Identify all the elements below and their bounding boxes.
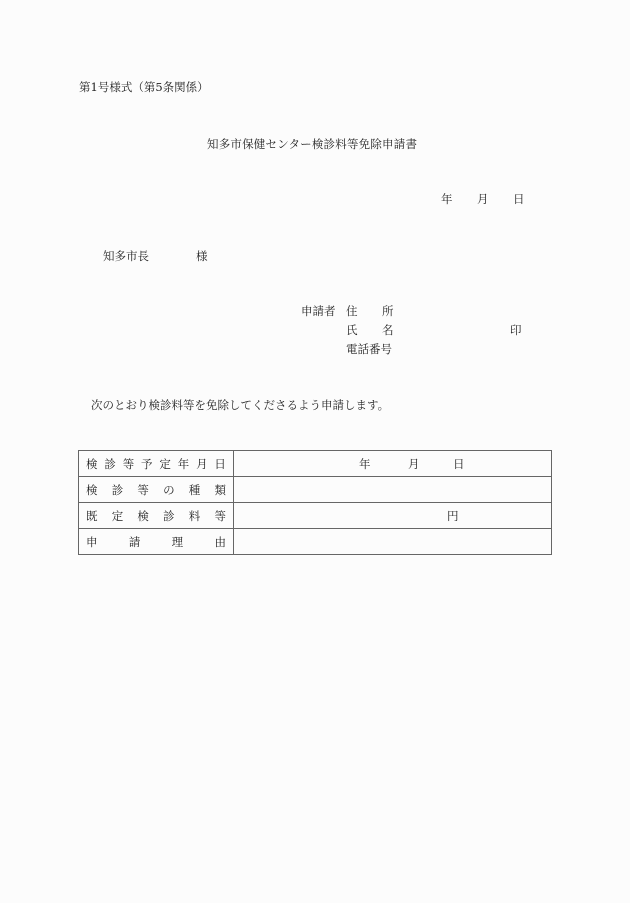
label-exam-type <box>79 477 234 503</box>
label-char: 申 <box>86 534 98 549</box>
applicant-phone-label: 電話番号 <box>346 342 392 356</box>
label-char: 検 <box>137 508 149 523</box>
label-char: 検 <box>86 456 98 471</box>
label-char: 類 <box>214 482 226 497</box>
address-label-char: 住 <box>346 304 358 318</box>
label-char: 定 <box>159 456 171 471</box>
table-row-scheduled-date <box>79 451 552 477</box>
value-exam-type[interactable] <box>234 477 552 503</box>
label-char: 既 <box>86 508 98 523</box>
date-day-label: 日 <box>513 192 525 206</box>
address-label-char: 所 <box>382 304 394 318</box>
seal-mark: 印 <box>510 323 522 337</box>
label-char: 月 <box>196 456 208 471</box>
label-char: 検 <box>86 482 98 497</box>
value-day-label: 日 <box>453 457 465 471</box>
label-char: の <box>163 482 175 497</box>
label-char: 予 <box>141 456 153 471</box>
value-standard-fee[interactable] <box>234 503 552 529</box>
label-standard-fee <box>79 503 234 529</box>
yen-unit-label: 円 <box>447 509 459 523</box>
document-title: 知多市保健センター検診料等免除申請書 <box>207 137 418 151</box>
label-char: 由 <box>214 534 226 549</box>
label-char: 請 <box>128 534 141 549</box>
form-number: 第1号様式（第5条関係） <box>79 80 209 94</box>
label-char: 等 <box>122 456 135 471</box>
label-char: 等 <box>214 508 226 523</box>
label-reason <box>79 529 234 555</box>
table-row-standard-fee <box>79 503 552 529</box>
table-row-exam-type <box>79 477 552 503</box>
details-table <box>78 450 552 555</box>
date-month-label: 月 <box>477 192 489 206</box>
value-month-label: 月 <box>408 457 420 471</box>
label-char: 診 <box>163 508 175 523</box>
label-scheduled-date <box>79 451 234 477</box>
value-scheduled-date[interactable] <box>234 451 552 477</box>
label-char: 年 <box>177 456 190 471</box>
applicant-label: 申請者 <box>301 304 336 318</box>
date-year-label: 年 <box>441 192 453 206</box>
addressee-name: 知多市長 <box>103 249 149 263</box>
name-label-char: 名 <box>382 323 394 337</box>
label-char: 種 <box>188 482 201 497</box>
label-char: 診 <box>104 456 116 471</box>
request-statement: 次のとおり検診料等を免除してくださるよう申請します。 <box>91 398 390 412</box>
label-char: 日 <box>214 456 226 471</box>
label-char: 理 <box>171 534 184 549</box>
value-year-label: 年 <box>359 457 371 471</box>
value-reason[interactable] <box>234 529 552 555</box>
table-row-reason <box>79 529 552 555</box>
name-label-char: 氏 <box>346 323 358 337</box>
label-char: 定 <box>111 508 124 523</box>
addressee-honorific: 様 <box>196 249 208 263</box>
label-char: 料 <box>188 508 201 523</box>
label-char: 診 <box>111 482 124 497</box>
label-char: 等 <box>137 482 149 497</box>
